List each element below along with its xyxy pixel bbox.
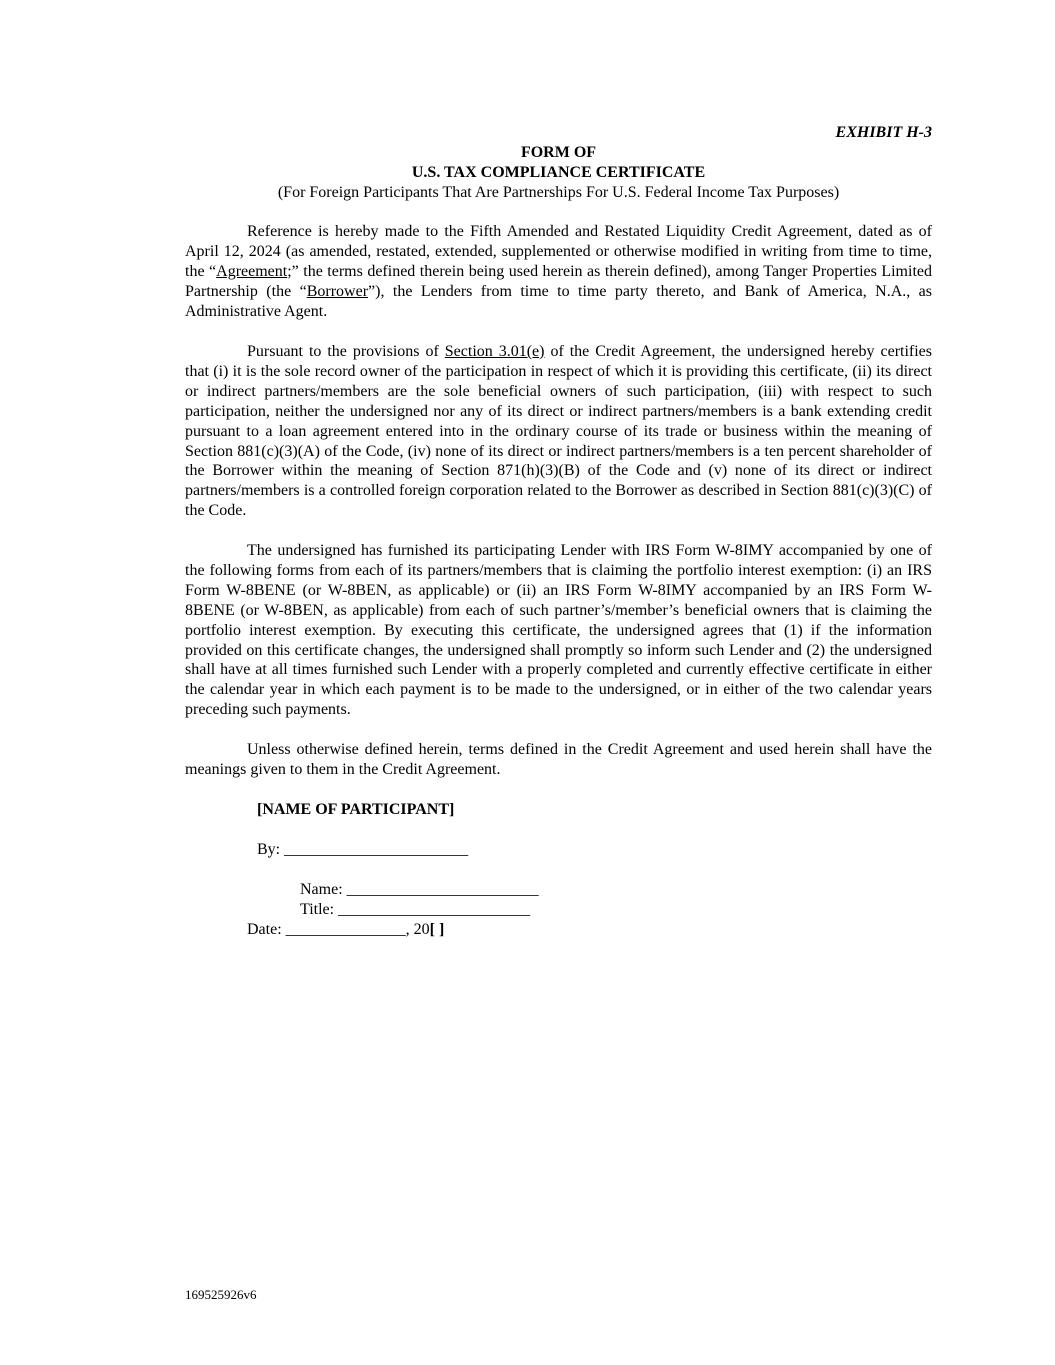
participant-name-placeholder: [NAME OF PARTICIPANT] bbox=[257, 801, 455, 818]
signature-by-line: By: _______________________ bbox=[257, 841, 469, 858]
certification-text-b: of the Credit Agreement, the undersigned hereby certifies that (i) it is the sole record owner of the participation in respect of which it is providing this certificate, (ii) its direct or indirect partners/members are the sole beneficial owners of such participation, (iii) with respect to such participation, neither the undersigned nor any of its direct or indirect partners/members is a bank extending credit pursuant to a loan agreement entered into in the ordinary course of its trade or business within the meaning of Section 881(c)(3)(A) of the Code, (iv) none of its direct or indirect partners/members is a ten percent shareholder of the Borrower within the meaning of Section 871(h)(3)(B) of the Code and (v) none of its direct or indirect partners/members is a controlled foreign corporation related to the Borrower as described in Section 881(c)(3)(C) of the Code. bbox=[185, 343, 933, 520]
date-year-placeholder: [ ] bbox=[429, 921, 445, 938]
form-of-heading: FORM OF bbox=[520, 144, 597, 161]
certification-paragraph bbox=[185, 342, 932, 521]
document-id-footer: 169525926v6 bbox=[185, 1287, 257, 1302]
certification-text-a: Pursuant to the provisions of bbox=[247, 343, 445, 360]
reference-text-b: ;” the terms defined therein being used herein as therein defined), among Tanger Properties Limited Partnership (the “ bbox=[185, 262, 932, 300]
certificate-title: U.S. TAX COMPLIANCE CERTIFICATE bbox=[411, 164, 706, 181]
forms-paragraph: The undersigned has furnished its participating Lender with IRS Form W-8IMY accompanied by one of the following forms from each of its partners/members that is claiming the portfolio interest exemption: (i) an IRS Form W-8BENE (or W-8BEN, as applicable) or (ii) an IRS Form W-8IMY accompanied by an IRS Form W-8BENE (or W-8BEN, as applicable) from each of such partner’s/member’s beneficial owners that is claiming the portfolio interest exemption. By executing this certificate, the undersigned agrees that (1) if the information provided on this certificate changes, the undersigned shall promptly so inform such Lender and (2) the undersigned shall have at all times furnished such Lender with a properly completed and currently effective certificate in either the calendar year in which each payment is to be made to the undersigned, or in either of the two calendar years preceding such payments. bbox=[185, 542, 932, 719]
date-line-text: Date: _______________, 20 bbox=[247, 921, 430, 938]
signature-name-line: Name: ________________________ bbox=[300, 881, 539, 898]
definitions-paragraph: Unless otherwise defined herein, terms defined in the Credit Agreement and used herein shall have the meanings given to them in the Credit Agreement. bbox=[185, 741, 932, 778]
section-reference: Section 3.01(e) bbox=[444, 343, 545, 360]
certificate-subtitle: (For Foreign Participants That Are Partnerships For U.S. Federal Income Tax Purposes) bbox=[277, 184, 840, 201]
reference-text-a: Reference is hereby made to the Fifth Amended and Restated Liquidity Credit Agreement, dated as of April 12, 2024 (as amended, restated, extended, supplemented or otherwise modified in writing from time to time, the “ bbox=[185, 223, 932, 280]
reference-paragraph bbox=[185, 222, 932, 322]
borrower-defined-term: Borrower bbox=[306, 282, 369, 300]
signature-title-line: Title: ________________________ bbox=[300, 901, 531, 918]
signature-date-line bbox=[247, 920, 444, 940]
reference-text-c: ”), the Lenders from time to time party thereto, and Bank of America, N.A., as Administrative Agent. bbox=[185, 282, 932, 320]
exhibit-label: EXHIBIT H-3 bbox=[835, 124, 932, 141]
agreement-defined-term: Agreement bbox=[216, 262, 288, 280]
